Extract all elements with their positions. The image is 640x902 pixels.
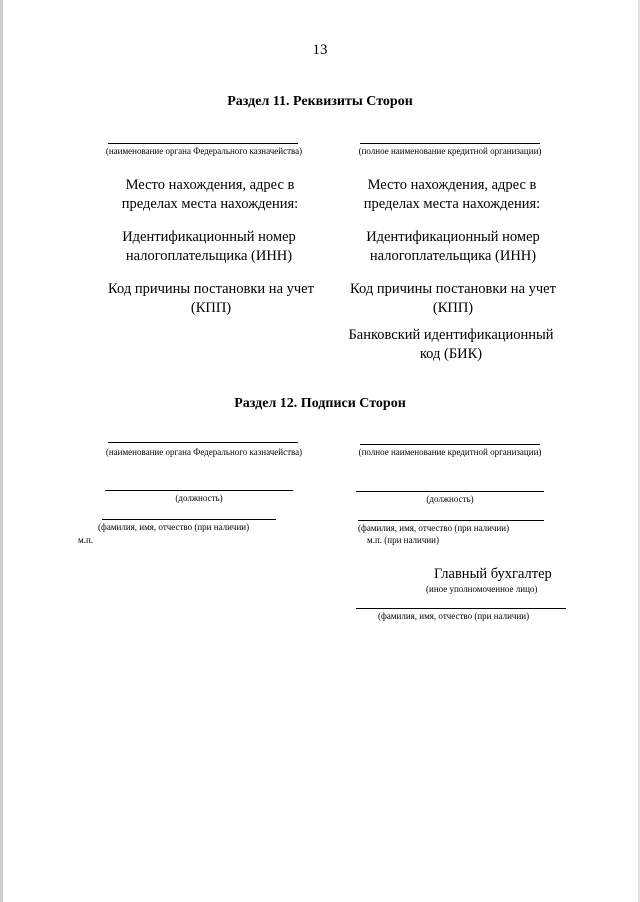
- left-fio-line: [102, 519, 276, 520]
- chief-fio-caption: (фамилия, имя, отчество (при наличии): [378, 611, 530, 621]
- left-position-caption: (должность): [175, 493, 223, 503]
- left-org-signature-line: [108, 442, 298, 443]
- right-fio-caption: (фамилия, имя, отчество (при наличии): [358, 523, 510, 533]
- left-fio-caption: (фамилия, имя, отчество (при наличии): [98, 522, 250, 532]
- left-org-signature-caption: (наименование органа Федерального казначейства): [105, 447, 303, 457]
- right-kpp-label: Код причины постановки на учет (КПП): [350, 281, 556, 316]
- right-org-name-line: [360, 143, 540, 144]
- right-inn-label: Идентификационный номер налогоплательщика (ИНН): [366, 229, 540, 264]
- left-kpp-label: Код причины постановки на учет (КПП): [108, 281, 314, 316]
- scan-edge-left: [0, 0, 3, 902]
- left-inn-label: Идентификационный номер налогоплательщика (ИНН): [122, 229, 296, 264]
- left-stamp-label: м.п.: [78, 535, 94, 545]
- page-number: 13: [312, 42, 328, 58]
- section-11-title: Раздел 11. Реквизиты Сторон: [227, 94, 413, 109]
- right-org-signature-caption: (полное наименование кредитной организации): [358, 447, 542, 457]
- authorized-person-label: (иное уполномоченное лицо): [426, 584, 538, 594]
- left-position-line: [105, 490, 293, 491]
- left-org-name-caption: (наименование органа Федерального казначейства): [105, 146, 303, 156]
- chief-fio-line: [356, 608, 566, 609]
- right-location-label: Место нахождения, адрес в пределах места нахождения:: [363, 177, 541, 212]
- left-location-label: Место нахождения, адрес в пределах места нахождения:: [121, 177, 299, 212]
- section-12-title: Раздел 12. Подписи Сторон: [234, 396, 406, 411]
- right-org-signature-line: [360, 444, 540, 445]
- right-bik-label: Банковский идентификационный код (БИК): [348, 327, 554, 362]
- right-stamp-label: м.п. (при наличии): [367, 535, 439, 545]
- right-position-line: [356, 491, 544, 492]
- chief-accountant-label: Главный бухгалтер: [434, 566, 552, 582]
- left-org-name-line: [108, 143, 298, 144]
- right-position-caption: (должность): [426, 494, 474, 504]
- right-fio-line: [358, 520, 544, 521]
- right-org-name-caption: (полное наименование кредитной организации): [358, 146, 542, 156]
